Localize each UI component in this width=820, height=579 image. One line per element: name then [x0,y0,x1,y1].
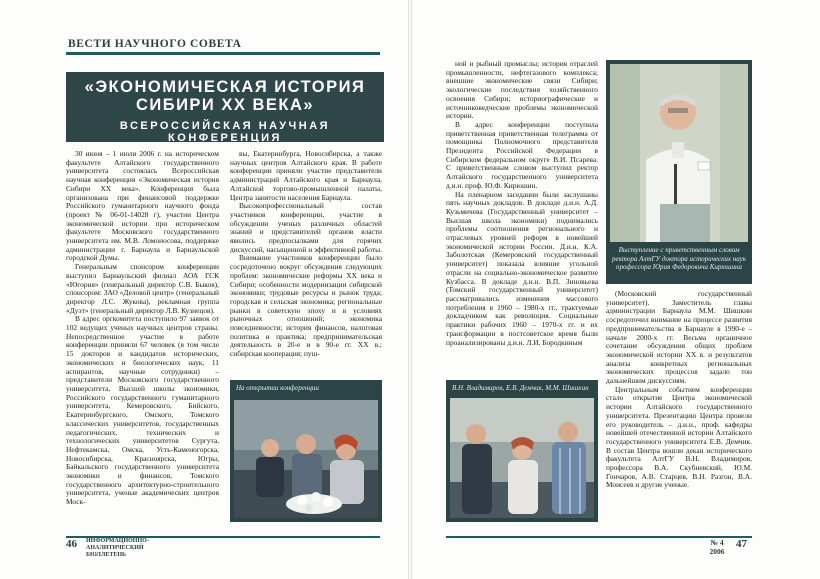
journal-name: ИНФОРМАЦИОННО-АНАЛИТИЧЕСКИЙ БЮЛЛЕТЕНЬ [86,538,149,558]
paragraph: На пленарном заседании были заслушаны пять научных докладов. В докладе д.и.н. А.Д. Кузьмичева (Государственный университет – Высшая школа экономики) поднимались проблемы соотношения регионального и отраслевых уровней реформ в новейшей экономической истории России. Д.и.н. К.А. Заболотская (Кемеровский государственный университет) показала влияние угольной отрасли на социально-экономическое развитие Кузбасса. В докладе д.и.н. В.П. Зиновьева (Томский государственный университет) рассматривались изменения массового потребления в 1960 – 1980-х гг., трактуемые докладчиком как революция. Социальные практики рабочих 1960 – 1970-х гг. и их трансформации в постсоветское время были проанализированы д.и.н. Л.И. Бородкиным [446,189,598,347]
photo-speaker [610,64,748,242]
spine-shadow [408,0,412,579]
paragraph: В адрес оргкомитета поступило 97 заявок от 102 ведущих ученых научных центров страны. Непосредственное участие в работе конференции приняли 67 человек (в том числе 15 докторов и кандидатов исторических, экономических и биологических наук, 11 аспирантов, научные сотрудники) – представители Московского государственного университета, Высшей школы экономики, Российского государственного гуманитарного университета, Кемеровского, Бийского, Екатеринбургского, Омского, Томского классических университетов, государственных педагогических, технических и технологических университетов Сургута, Нефтекамска, Омска, Усть-Каменогорска, Новосибирска, Красноярска, Югры, Байкальского государственного университета экономики и финансов, Томского государственного архитектурно-строительного университета, ученые академических центров Моск- [66,314,219,507]
paragraph: Генеральным спонсором конференции выступил Барнаульский филиал АОА ГСК «Югория» (генеральный директор С.В. Быков), спонсором: ЗАО «Деловой центр» (генеральный директор Л.С. Жукова), рекламная группа «Дуэт» (генеральный директор Л.В. Кузнецов). [66,262,219,315]
paragraph: В адрес конференции поступила приветственная приветственная телеграмма от помощника Полномочного представителя Президента Российской Федерации в Сибирском федеральном округе В.И. Псарева. С приветственным словом выступил ректор Алтайского государственного университета д.и.н. проф. Ю.Ф. Кирюшин. [446,119,598,190]
article-title: «ЭКОНОМИЧЕСКАЯ ИСТОРИЯ СИБИРИ ХХ ВЕКА» [84,78,366,114]
right-column-1 [446,60,598,378]
paragraph: вы, Екатеринбурга, Новосибирска, а также научных центров Алтайского края. В работе конференции приняли участие представители администраций Алтайского края и Барнаула, Алтайской торгово-промышленной палаты, Центра занятости населения Барнаула. [230,150,382,202]
article-subtitle: ВСЕРОССИЙСКАЯ НАУЧНАЯ КОНФЕРЕНЦИЯ [119,120,331,144]
issue-number [702,538,732,556]
photo-opening-frame [230,380,382,522]
photo-opening [234,400,378,518]
paragraph: (Московский государственный университет). Заместитель главы администрации Барнаула М.М. Шишкин сосредоточил внимание на процессе развития предпринимательства в Барнауле в 1990-е – начале 2000-х гг. Весьма органичное сочетание обсуждения общих проблем экономической истории ХХ в. и результатов анализа конкретных региональных экономических процессов задало тон дальнейшим дискуссиям. [606,290,752,386]
photo-caption: В.Н. Владимиров, Е.В. Демчик, М.М. Шишкин [452,384,589,392]
photo-caption: На открытии конференции [236,384,319,392]
issue-year: 2006 [709,547,725,556]
section-header: ВЕСТИ НАУЧНОГО СОВЕТА [68,38,242,50]
photo-participants [450,398,594,518]
issue-label: № 4 [710,538,724,547]
paragraph: Внимание участников конференции было сосредоточено вокруг обсуждения следующих проблем: экономические реформы ХХ века и Сибири; особенности модернизации сибирской экономики; трудовые ресурсы и рынок труда; городская и сельская экономика; региональные рынки в советскую эпоху и в условиях рыночных отношений; экономика повседневности; история финансов, налоговая политика и практика; предпринимательская деятельность в 20-е и в 90-е гг. ХХ в.; сибирская кооперация; пуш- [230,253,382,359]
right-page [410,0,820,579]
paragraph: Центральным событием конференции стало открытие Центра экономической истории Алтайского государственного университета. Презентацию Центра провели его руководитель – д.и.н., проф. кафедры новейшей отечественной истории Алтайского государственного университета Е.В. Демчик. В состав Центра вошли декан исторического факультета АлтГУ В.Н. Владимиров, профессора В.А. Скубневский, Ю.М. Гончаров, А.В. Старцев, В.Н. Разгон, В.А. Моисеев и другие ученые. [606,384,752,490]
page-number-left: 46 [66,538,77,550]
photo-speaker-frame [606,60,752,284]
photo-caption: Выступление с приветственным словом ректора АлтГУ доктора исторических наук профессора Юрия Федоровича Кирюшина [612,246,746,271]
section-header-rule [66,52,380,55]
left-column-1 [66,150,219,532]
paragraph: Высокопрофессиональный состав участников конференции, участие в обсуждении ученых различных областей знаний и представителей органов власти явились предпосылками для горячих дискуссий, насыщенной и эффективной работы. [230,201,382,254]
photo-participants-frame [446,380,598,522]
page-number-right: 47 [736,538,747,550]
left-column-2 [230,150,382,376]
paragraph: 30 июня – 1 июля 2006 г. на историческом факультете Алтайского государственного университета состоялась Всероссийская научная конференция «Экономическая история Сибири ХХ века». Конференция была организована при финансовой поддержке Российского гуманитарного научного фонда (проект № 06-01-14028 г), участии Центра экономической истории при историческом факультете Московского государственного университета им. М.В. Ломоносова, поддержке администрации г. Барнаула и Барнаульской городской Думы. [66,150,219,263]
paragraph: ной и рыбный промыслы; история отраслей промышленности, нефтегазового комплекса; внешние экономические связи Сибири; экологические последствия хозяйственного освоения Сибири; историографические и источниковедческие проблемы экономической истории. [446,60,598,121]
title-banner [66,72,384,142]
right-column-2 [606,290,752,526]
